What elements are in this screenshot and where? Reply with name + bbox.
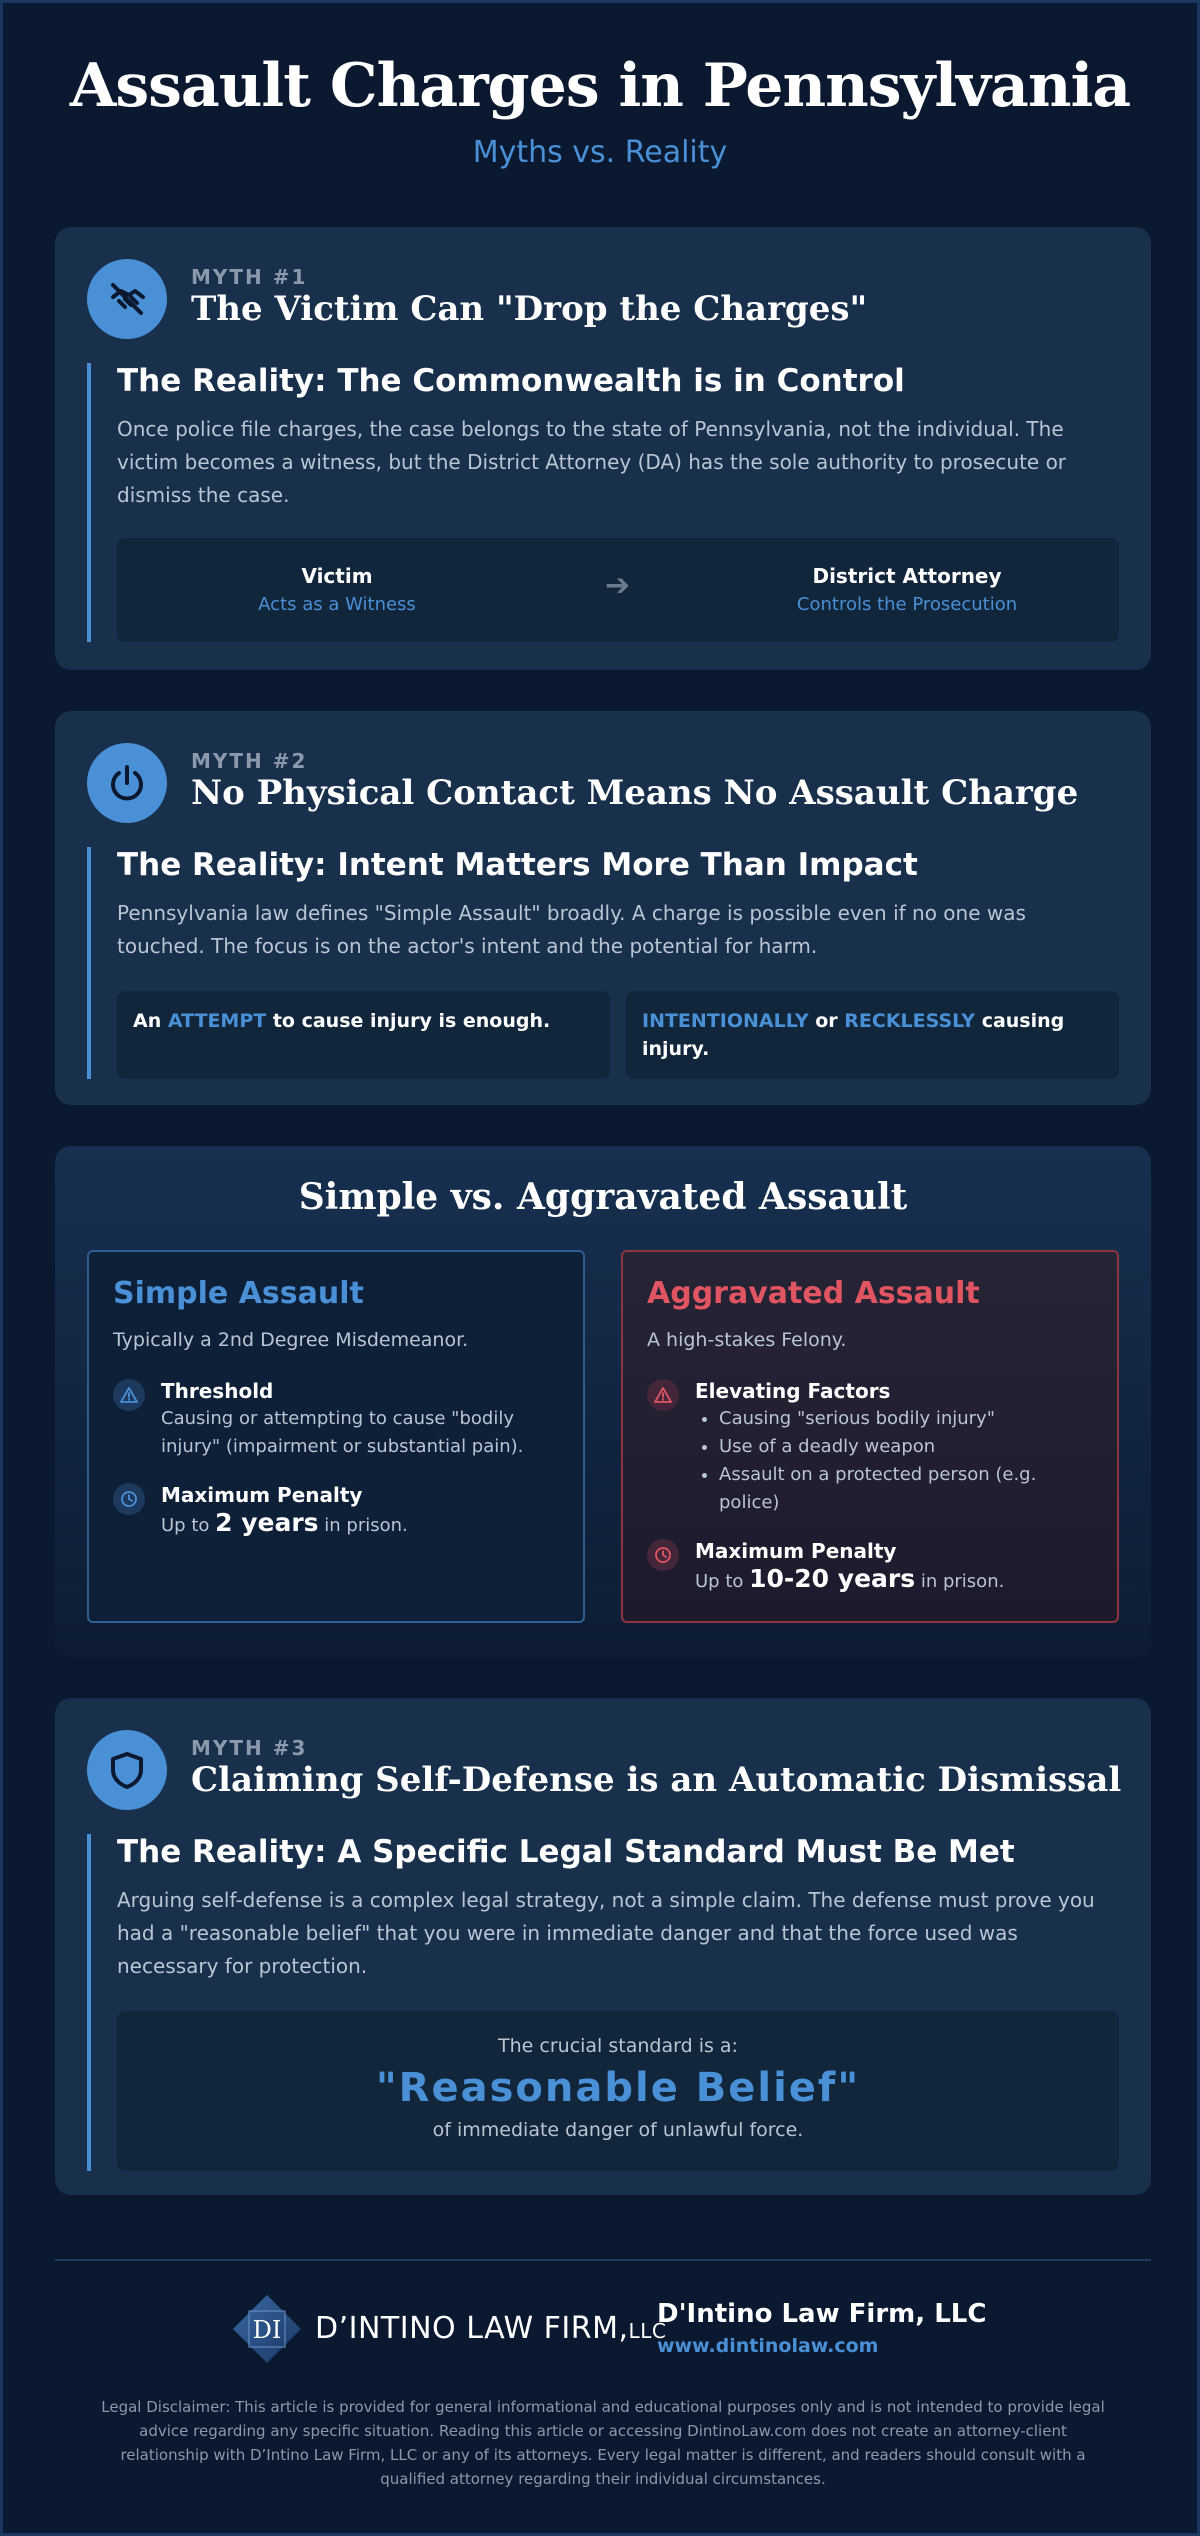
penalty-pre: Up to — [161, 1515, 216, 1536]
page-subtitle: Myths vs. Reality — [472, 135, 728, 170]
firm-name: D'Intino Law Firm, LLC — [657, 2299, 987, 2329]
box-text: An — [133, 1010, 168, 1032]
myth-card-1 — [55, 227, 1151, 670]
feature-text: Causing or attempting to cause "bodily injury" (impairment or substantial pain). — [161, 1408, 524, 1457]
list-item: • Assault on a protected person (e.g. police) — [719, 1461, 1093, 1517]
firm-logo — [231, 2293, 667, 2365]
arrow-right-icon: ➔ — [605, 568, 631, 603]
reality-text: Pennsylvania law defines "Simple Assault" broadly. A charge is possible even if no one was touched. The focus is on the actor's intent and the potential for harm. — [117, 901, 1026, 958]
legal-standard-box — [117, 2011, 1119, 2171]
feature-title: Maximum Penalty — [161, 1483, 363, 1507]
party-role: Acts as a Witness — [258, 594, 416, 615]
penalty-text — [161, 1509, 559, 1540]
diamond-logo-icon — [231, 2293, 303, 2365]
victim-party — [157, 564, 517, 615]
standard-key: "Reasonable Belief" — [375, 2065, 861, 2111]
clock-icon — [113, 1483, 145, 1515]
myth-number: MYTH #2 — [191, 749, 308, 773]
standard-post: of immediate danger of unlawful force. — [432, 2119, 804, 2141]
reality-title: The Reality: A Specific Legal Standard Must Be Met — [117, 1834, 1015, 1870]
authority-flow — [117, 538, 1119, 642]
warning-icon — [113, 1379, 145, 1411]
myth-title: The Victim Can "Drop the Charges" — [191, 289, 868, 329]
reality-text: Once police file charges, the case belongs to the state of Pennsylvania, not the individual. The victim becomes a witness, but the District Attorney (DA) has the sole authority to prosecute or dismiss the case. — [117, 417, 1067, 507]
feature-title: Threshold — [161, 1379, 274, 1403]
myth-header — [87, 1730, 1122, 1810]
firm-contact — [657, 2299, 986, 2357]
party-name: District Attorney — [812, 564, 1002, 588]
comparison-title: Simple vs. Aggravated Assault — [298, 1176, 908, 1218]
feature-title: Maximum Penalty — [695, 1539, 897, 1563]
column-desc: Typically a 2nd Degree Misdemeanor. — [113, 1329, 469, 1351]
warning-icon — [647, 1379, 679, 1411]
reality-title: The Reality: The Commonwealth is in Control — [117, 363, 905, 399]
penalty-value: 2 years — [215, 1508, 319, 1537]
firm-website-link[interactable]: www.dintinolaw.com — [657, 2335, 879, 2357]
myth-title: No Physical Contact Means No Assault Charge — [191, 773, 1079, 813]
reality-block — [87, 363, 1119, 642]
no-handshake-icon — [87, 259, 167, 339]
box-highlight: ATTEMPT — [167, 1010, 267, 1032]
list-item: • Causing "serious bodily injury" — [719, 1405, 1093, 1433]
intent-box — [626, 991, 1119, 1079]
box-highlight: RECKLESSLY — [844, 1010, 976, 1032]
footer-divider — [55, 2259, 1151, 2261]
shield-icon — [87, 1730, 167, 1810]
reality-text: Arguing self-defense is a complex legal strategy, not a simple claim. The defense must prove you had a "reasonable belief" that you were in immediate danger and that the force used was necessary for protection. — [117, 1888, 1095, 1978]
feature-title: Elevating Factors — [695, 1379, 891, 1403]
box-text: to cause injury is enough. — [266, 1010, 551, 1032]
factors-list — [695, 1405, 1093, 1517]
party-name: Victim — [301, 564, 373, 588]
column-title: Simple Assault — [113, 1276, 364, 1311]
legal-disclaimer: Legal Disclaimer: This article is provided for general informational and educational purposes only and is not intended to provide legal advice regarding any specific situation. Reading this article or accessing DintinoLaw.com does not create an attorney-client relationship with D’Intino Law Firm, LLC or any of its attorneys. Every legal matter is different, and readers should consult with a qualified attorney regarding their individual circumstances. — [101, 2398, 1105, 2488]
standard-pre: The crucial standard is a: — [498, 2035, 738, 2057]
logo-monogram: DI — [252, 2316, 282, 2344]
logo-text: D’INTINO LAW FIRM, — [315, 2311, 629, 2346]
power-icon — [87, 743, 167, 823]
penalty-item — [113, 1483, 559, 1540]
myth-number: MYTH #3 — [191, 1736, 308, 1760]
myth-header — [87, 743, 1119, 823]
column-title: Aggravated Assault — [647, 1276, 980, 1311]
simple-assault-column — [87, 1250, 585, 1623]
box-highlight: INTENTIONALLY — [642, 1010, 809, 1032]
assault-comparison — [55, 1146, 1151, 1657]
box-text: causing injury. — [642, 1010, 1065, 1060]
reality-title: The Reality: Intent Matters More Than Impact — [117, 847, 918, 883]
myth-card-2 — [55, 711, 1151, 1105]
da-party — [727, 564, 1087, 615]
logo-suffix: LLC — [628, 2319, 667, 2343]
myth-title: Claiming Self-Defense is an Automatic Dismissal — [191, 1760, 1122, 1800]
page-title: Assault Charges in Pennsylvania — [69, 51, 1131, 121]
list-item: • Use of a deadly weapon — [719, 1433, 1093, 1461]
intent-boxes — [117, 991, 1119, 1079]
clock-icon — [647, 1539, 679, 1571]
aggravated-assault-column — [621, 1250, 1119, 1623]
factors-item — [647, 1379, 1093, 1517]
myth-number: MYTH #1 — [191, 265, 308, 289]
myth-header — [87, 259, 1119, 339]
logo-wordmark — [315, 2311, 666, 2346]
threshold-item — [113, 1379, 559, 1461]
header — [3, 3, 1197, 170]
myth-card-3 — [55, 1698, 1151, 2195]
reality-block — [87, 847, 1119, 1079]
party-role: Controls the Prosecution — [796, 594, 1018, 615]
column-desc: A high-stakes Felony. — [647, 1329, 847, 1351]
penalty-post: in prison. — [915, 1571, 1005, 1592]
penalty-item — [647, 1539, 1093, 1596]
reality-block — [87, 1834, 1119, 2171]
penalty-post: in prison. — [318, 1515, 408, 1536]
attempt-box — [117, 991, 610, 1079]
penalty-value: 10-20 years — [749, 1564, 916, 1593]
box-text: or — [808, 1010, 845, 1032]
penalty-text — [695, 1565, 1093, 1596]
penalty-pre: Up to — [695, 1571, 750, 1592]
